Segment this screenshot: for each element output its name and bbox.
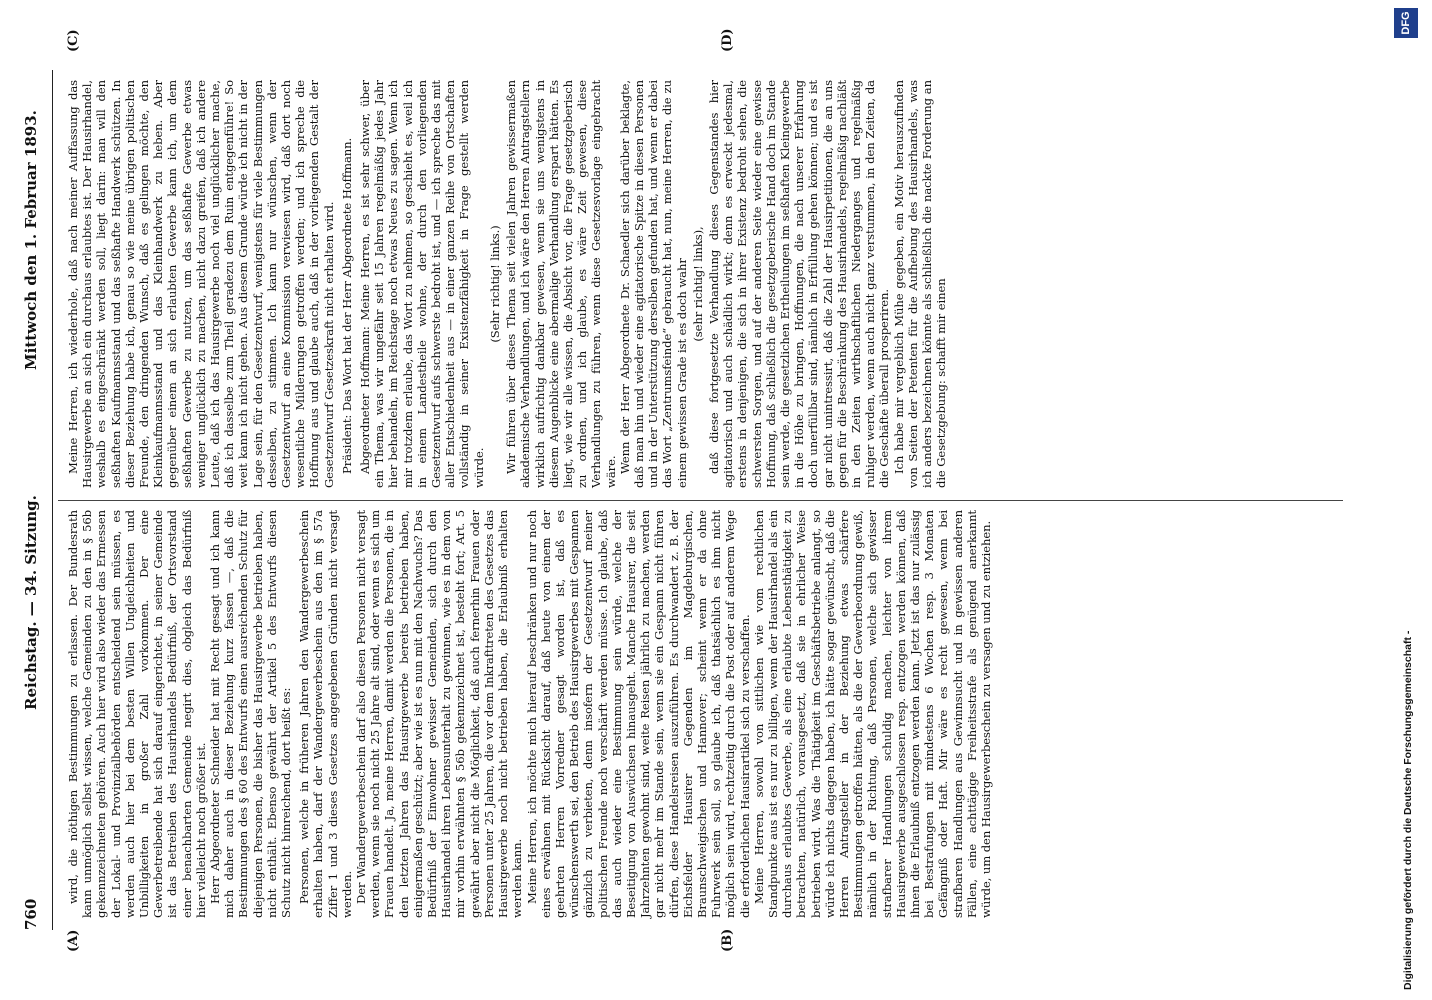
digitization-credit xyxy=(1388,0,1432,1000)
paragraph: Wir führen über dieses Thema seit vielen Jahren gewissermaßen akademische Verhandlungen, und ich wäre den Herren Antragstellern wirklich aufrichtig dankbar gewesen, wenn sie uns wenigstens in diesem Augenblicke eine abermalige Verhandlung erspart hätten. Es liegt, wie wir alle wissen, die Absicht vor, die Frage gesetzgeberisch zu ordnen, und ich glaube, es wäre Zeit gewesen, diese Verhandlungen zu führen, wenn diese Gesetzesvorlage eingebracht wäre. xyxy=(504,80,618,488)
page-header xyxy=(22,70,48,930)
interjection: (Sehr richtig! links.) xyxy=(487,225,502,343)
page-number: 760 xyxy=(22,898,40,930)
paragraph: Meine Herren, ich wiederhole, daß nach meiner Auffassung das Hausirgewerbe an sich ein durchaus erlaubtes ist. Der Hausirhandel, weshalb es eingeschränkt werden soll, liegt darin: man will den seßhaften Kaufmannsstand und das seßhafte Handwerk schützen. In dieser Beziehung habe ich, genau so wie meine übrigen politischen Freunde, den dringenden Wunsch, daß es gelingen möchte, den Kleinkaufmannsstand und das Kleinhandwerk zu heben. Aber gegenüber einem an sich erlaubten Gewerbe kann ich, um dem seßhaften Gewerbe zu nutzen, um das seßhafte Gewerbe etwas weniger unglücklich zu machen, nicht dazu greifen, daß ich andere Leute, daß ich das Hausirgewerbe noch viel unglücklicher mache, daß ich dasselbe zum Theil geradezu dem Ruin entgegenführe! So weit kann ich nicht gehen. Aus diesem Grunde würde ich nicht in der Lage sein, für den Gesetzentwurf, wenigstens für viele Bestimmungen desselben, zu stimmen. Ich kann nur wünschen, wenn der Gesetzentwurf an eine Kommission verwiesen wird, daß dort noch wesentliche Milderungen getroffen werden; und ich spreche die Hoffnung aus und glaube auch, daß in der vorliegenden Gestalt der Gesetzentwurf Gesetzeskraft nicht erhalten wird. xyxy=(66,80,336,488)
header-rule xyxy=(52,70,53,930)
paragraph: wird, die nöthigen Bestimmungen zu erlassen. Der Bundesrath kann unmöglich selbst wissen, welche Gemeinden zu den in § 56b gekennzeichneten gehören. Auch hier wird also wieder das Ermessen der Lokal- und Provinzialbehörden entscheidend sein müssen, es werden auch hier bei dem besten Willen Ungleichheiten und Unbilligkeiten in großer Zahl vorkommen. Der eine Gewerbetreibende hat sich darauf eingerichtet, in seiner Gemeinde ist das Betreiben des Hausirhandels Bedürfniß, der Ortsvorstand einer benachbarten Gemeinde negirt dies, obgleich das Bedürfniß hier vielleicht noch größer ist. xyxy=(66,510,208,918)
margin-label-d: (D) xyxy=(720,28,735,52)
margin-label-b: (B) xyxy=(720,928,735,952)
margin-label-c: (C) xyxy=(66,29,81,52)
session-title: Reichstag. — 34. Sitzung. xyxy=(22,495,40,710)
paragraph: Wenn der Herr Abgeordnete Dr. Schaedler sich darüber beklagte, daß man hin und wieder eine agitatorische Spitze in diesen Personen und in der Unterstützung derselben gefunden hat, und wenn er dabei das Wort „Zentrumsfeinde“ gebraucht hat, nun, meine Herren, die zu einem gewissen Grade ist es doch wahr xyxy=(617,80,689,488)
credit-text: Digitalisierung gefördert durch die Deutsche Forschungsgemeinschaft - xyxy=(1402,630,1414,990)
paragraph: Der Wandergewerbeschein darf also diesen Personen nicht versagt werden, wenn sie noch nicht 25 Jahre alt sind, oder wenn es sich um Frauen handelt. Ja, meine Herren, damit werden die Personen, die in den letzten Jahren das Hausirgewerbe bereits betrieben haben, einigermaßen geschützt; aber wie ist es nun mit den Nachwuchs? Das Bedürfniß der Einwohner gewisser Gemeinden, sich durch den Hausirhandel ihren Lebensunterhalt zu gewinnen, wie es in dem von mir vorhin erwähnten § 56b gekennzeichnet ist, besteht fort; Art. 5 gewährt aber nicht die Möglichkeit, daß auch fernerhin Frauen oder Personen unter 25 Jahren, die vor dem Inkrafttreten des Gesetzes das Hausirgewerbe noch nicht betrieben haben, die Erlaubniß erhalten werden kann. xyxy=(354,510,525,918)
left-text-column xyxy=(66,510,993,918)
speech-opening: Abgeordneter Hoffmann: Meine Herren, es ist sehr schwer, über ein Thema, was wir ungefähr seit 15 Jahren regelmäßig jedes Jahr hier behandeln, im Reichstage noch etwas Neues zu sagen. Wenn ich mir trotzdem erlaube, das Wort zu nehmen, so geschieht es, weil ich in einem Landestheile wohne, der durch den vorliegenden Gesetzentwurf aufs schwerste bedroht ist, und — ich spreche das mit aller Entschiedenheit aus — in einer ganzen Reihe von Ortschaften vollständig in seiner Existenzfähigkeit in Frage gestellt werden würde. xyxy=(358,80,486,488)
president-remark: Präsident: Das Wort hat der Herr Abgeordnete Hoffmann. xyxy=(339,137,354,474)
interjection: (sehr richtig! links), xyxy=(690,226,705,342)
paragraph: daß diese fortgesetzte Verhandlung dieses Gegenstandes hier agitatorisch und auch schädlich wirkt; denn es erweckt jedesmal, erstens in denjenigen, die sich in ihrer Existenz bedroht sehen, die schwersten Sorgen, und auf der anderen Seite wieder eine gewisse Hoffnung, daß schließlich die gesetzgeberische Hand doch im Stande sein werde, die gesetzlichen Ertheilungen im seßhaften Kleingewerbe in die Höhe zu bringen, Hoffnungen, die nach unserer Erfahrung doch unerfüllbar sind, nämlich in Erfüllung gehen können; und es ist gar nicht unintressirt, daß die Zahl der Hausirpetitionen, die an uns gegen für die Beschränkung des Hausirhandels, regelmäßig nachläßt in den Zeiten wirthschaftlichen Niederganges und regelmäßig ruhiger werden, wenn auch nicht ganz verstummen, in den Zeiten, da die Geschäfte überall prosperiren. xyxy=(706,80,892,488)
paragraph: Meine Herren, ich möchte mich hierauf beschränken und nur noch eines erwähnen mit Rücksicht darauf, daß heute von einem der geehrten Herren Vorredner gesagt worden ist, daß es wünschenswerth sei, den Betrieb des Hausirgewerbes mit Gespannen gänzlich zu verbieten, denn insofern der Gesetzentwurf meiner politischen Freunde noch verschärft werden müsse. Ich glaube, daß das auch wieder eine Bestimmung sein würde, welche der Beseitigung von Auswüchsen hinausgeht. Manche Hausirer, die seit Jahrzehnten gewohnt sind, weite Reisen jährlich zu machen, werden gar nicht mehr im Stande sein, wenn sie ein Gespann nicht führen dürfen, diese Handelsreisen auszuführen. Es durchwandert z. B. der Eichsfelder Hausirer Gegenden im Magdeburgischen, Braunschweigischen und Hannover; scheint wenn er da ohne Fuhrwerk sein soll, so glaube ich, daß thatsächlich es ihm nicht möglich sein wird, rechtzeitig durch die Post oder auf anderem Wege die erforderlichen Hausirartikel sich zu verschaffen. xyxy=(524,510,752,918)
session-date: Mittwoch den 1. Februar 1893. xyxy=(22,110,40,370)
column-divider xyxy=(58,500,1343,501)
quoted-paragraph: Personen, welche in früheren Jahren den Wandergewerbeschein erhalten haben, darf der Wandergewerbeschein aus den im § 57a Ziffer 1 und 3 dieses Gesetzes angegebenen Gründen nicht versagt werden. xyxy=(297,510,354,918)
dfg-logo: DFG xyxy=(1394,8,1418,38)
right-text-column xyxy=(66,80,948,488)
paragraph: Ich habe mir vergeblich Mühe gegeben, ein Motiv herauszufinden von Seiten der Petenten für die Aufhebung des Hausirhandels, was ich anders bezeichnen könnte als schließlich die nackte Forderung an die Gesetzgebung: schafft mir einen xyxy=(891,80,949,488)
paragraph: Herr Abgeordneter Schneider hat mit Recht gesagt und ich kann mich daher auch in dieser Beziehung kurz fassen —, daß die Bestimmungen des § 60 des Entwurfs einen ausreichenden Schutz für diejenigen Personen, die bisher das Hausirgewerbe betrieben haben, nicht enthält. Ebenso gewährt der Artikel 5 des Entwurfs diesen Schutz nicht hinreichend, dort heißt es: xyxy=(208,510,294,918)
margin-label-a: (A) xyxy=(66,929,81,952)
paragraph: Meine Herren, sowohl von sittlichen wie vom rechtlichen Standpunkte aus ist es nur zu billigen, wenn der Hausirhandel als ein durchaus erlaubtes Gewerbe, als eine erlaubte Lebensthätigkeit zu betrachten, natürlich, vorausgesetzt, daß sie in ehrlicher Weise betrieben wird. Was die Thätigkeit im Geschäftsbetriebe anlangt, so würde ich nichts dagegen haben, ich hätte sogar gewünscht, daß die Herren Antragsteller in der Beziehung etwas schärfere Bestimmungen getroffen hätten, als die der Gewerbeordnung gewiß, nämlich in der Richtung, daß Personen, welche sich gewisser strafbarer Handlungen schuldig machen, leichter von ihrem Hausirgewerbe ausgeschlossen resp. entzogen werden können, daß ihnen die Erlaubniß entzogen werden kann. Jetzt ist das nur zulässig bei Bestrafungen mit mindestens 6 Wochen resp. 3 Monaten Gefängniß oder Haft. Mir wäre es recht gewesen, wenn bei strafbaren Handlungen aus Gewinnsucht und in gewissen anderen Fällen, eine achttägige Freiheitsstrafe als genügend anerkannt würde, um den Hausirgewerbeschein zu versagen und zu entziehen. xyxy=(751,510,993,918)
